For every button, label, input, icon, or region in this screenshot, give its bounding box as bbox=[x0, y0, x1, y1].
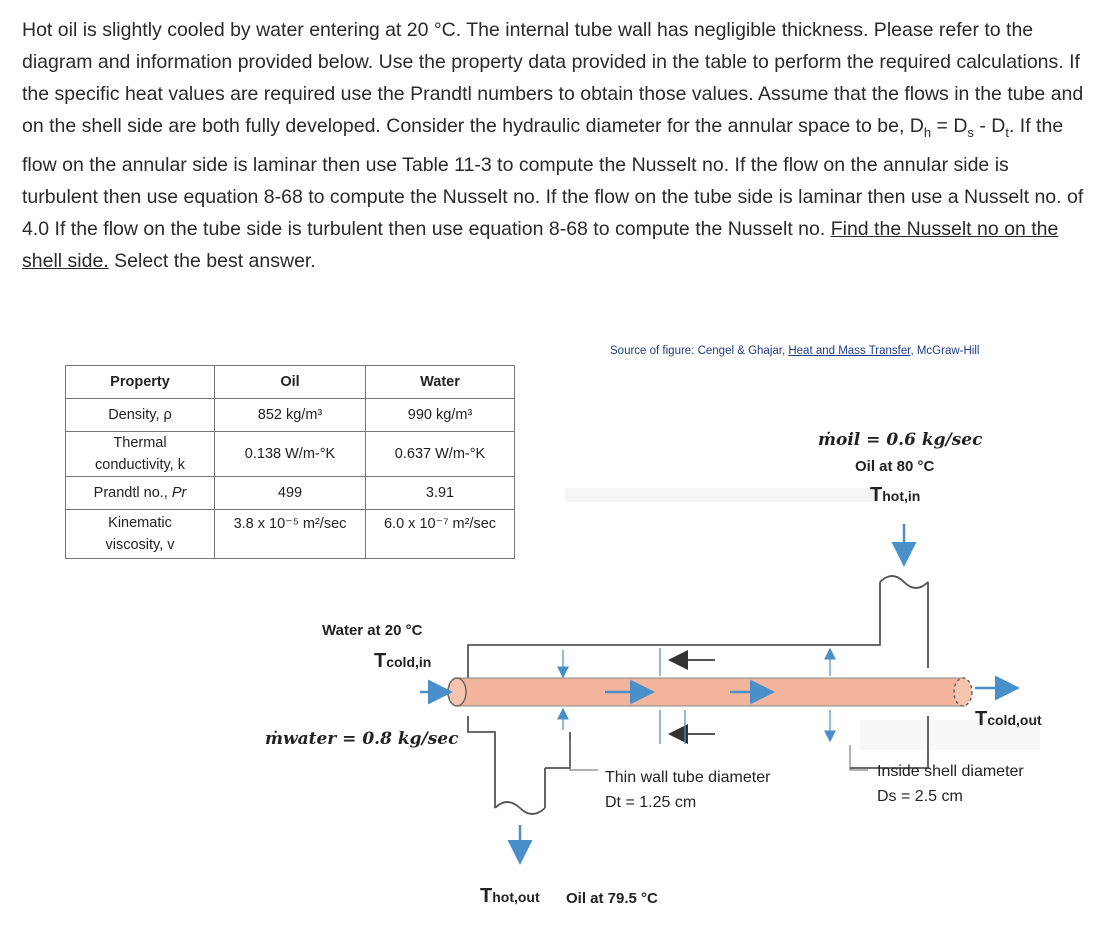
t-subscript: hot,in bbox=[882, 488, 921, 504]
source-book: Heat and Mass Transfer bbox=[788, 345, 911, 357]
table-cell: 0.637 W/m-°K bbox=[366, 432, 515, 477]
table-cell: 990 kg/m³ bbox=[366, 399, 515, 432]
cell-line: Pr bbox=[171, 485, 187, 501]
problem-minus: - D bbox=[973, 115, 1006, 137]
shell-cut-top bbox=[880, 576, 928, 588]
shell-diameter-value: Ds = 2.5 cm bbox=[877, 788, 963, 805]
t-symbol: T bbox=[975, 708, 988, 730]
oil-outlet-temp-label: Oil at 79.5 °C bbox=[566, 890, 658, 907]
cell-line: Kinematic bbox=[108, 515, 172, 531]
table-cell: 852 kg/m³ bbox=[215, 399, 366, 432]
t-cold-in-label bbox=[374, 650, 431, 673]
t-hot-in-label bbox=[870, 484, 920, 507]
oil-mass-flow-label: ṁoil = 0.6 kg/sec bbox=[818, 430, 983, 450]
problem-text-1: Hot oil is slightly cooled by water entering at 20 °C. The internal tube wall has negligible thickness. Please refer to the diagram and information provided below. Use the property data provided in the table to perform the required calculations. If the specific heat values are required use the Prandtl numbers to obtain those values. Assume that the flows in the tube and on the shell side are both fully developed. Consider the hydraulic diameter for the annular space to be, D bbox=[22, 19, 1084, 137]
cell-line: Thermal bbox=[113, 435, 167, 451]
problem-text-2: . If the flow on the annular side is laminar then use Table 11-3 to compute the Nusselt no. If the flow on the annular side is turbulent then use equation 8-68 to compute the Nusselt no. If the flow on the tube side is laminar then use a Nusselt no. of 4.0 If the flow on the tube side is turbulent then use equation 8-68 to compute the Nusselt no. bbox=[22, 115, 1084, 240]
table-cell: 0.138 W/m-°K bbox=[215, 432, 366, 477]
t-subscript: cold,out bbox=[987, 712, 1042, 728]
table-header-cell: Oil bbox=[215, 366, 366, 399]
table-header-cell: Property bbox=[66, 366, 215, 399]
cell-line: viscosity, v bbox=[105, 537, 175, 553]
t-symbol: T bbox=[374, 650, 387, 672]
t-symbol: T bbox=[870, 484, 883, 506]
problem-text-3: Select the best answer. bbox=[108, 249, 316, 272]
table-cell: Density, ρ bbox=[66, 399, 215, 432]
table-header-cell: Water bbox=[366, 366, 515, 399]
t-subscript: cold,in bbox=[386, 654, 432, 670]
t-subscript: hot,out bbox=[492, 889, 540, 905]
table-cell: 499 bbox=[215, 477, 366, 510]
cell-line: conductivity, k bbox=[95, 457, 185, 473]
shell-diameter-label: Inside shell diameter bbox=[877, 763, 1024, 780]
subscript-t: t bbox=[1005, 124, 1009, 140]
tube-end-right bbox=[954, 678, 972, 706]
t-cold-out-label bbox=[975, 708, 1042, 731]
tube-leader-line bbox=[570, 738, 598, 770]
source-suffix: , McGraw-Hill bbox=[910, 345, 980, 357]
table-cell: 3.91 bbox=[366, 477, 515, 510]
t-hot-out-label bbox=[480, 885, 540, 908]
tube-diameter-label: Thin wall tube diameter bbox=[605, 769, 771, 786]
oil-inlet-temp-label: Oil at 80 °C bbox=[855, 458, 935, 475]
problem-question: Find the Nusselt no on the shell side. bbox=[22, 217, 1059, 272]
table-cell: 3.8 x 10⁻⁵ m²/sec bbox=[215, 510, 366, 559]
faded-background bbox=[565, 488, 1040, 750]
water-mass-flow-label: ṁwater = 0.8 kg/sec bbox=[265, 729, 459, 749]
subscript-s: s bbox=[967, 124, 974, 140]
subscript-h: h bbox=[923, 124, 932, 140]
tube-end-left bbox=[448, 678, 466, 706]
problem-eq: = D bbox=[931, 115, 968, 137]
tube-diameter-value: Dt = 1.25 cm bbox=[605, 794, 697, 811]
cell-line: Prandtl no., bbox=[93, 485, 172, 501]
water-inlet-temp-label: Water at 20 °C bbox=[322, 622, 423, 639]
table-cell: 6.0 x 10⁻⁷ m²/sec bbox=[366, 510, 515, 559]
inner-tube bbox=[455, 678, 965, 706]
t-symbol: T bbox=[480, 885, 493, 907]
source-prefix: Source of figure: Cengel & Ghajar, bbox=[610, 345, 789, 357]
shell-cut-bottom bbox=[495, 802, 545, 814]
